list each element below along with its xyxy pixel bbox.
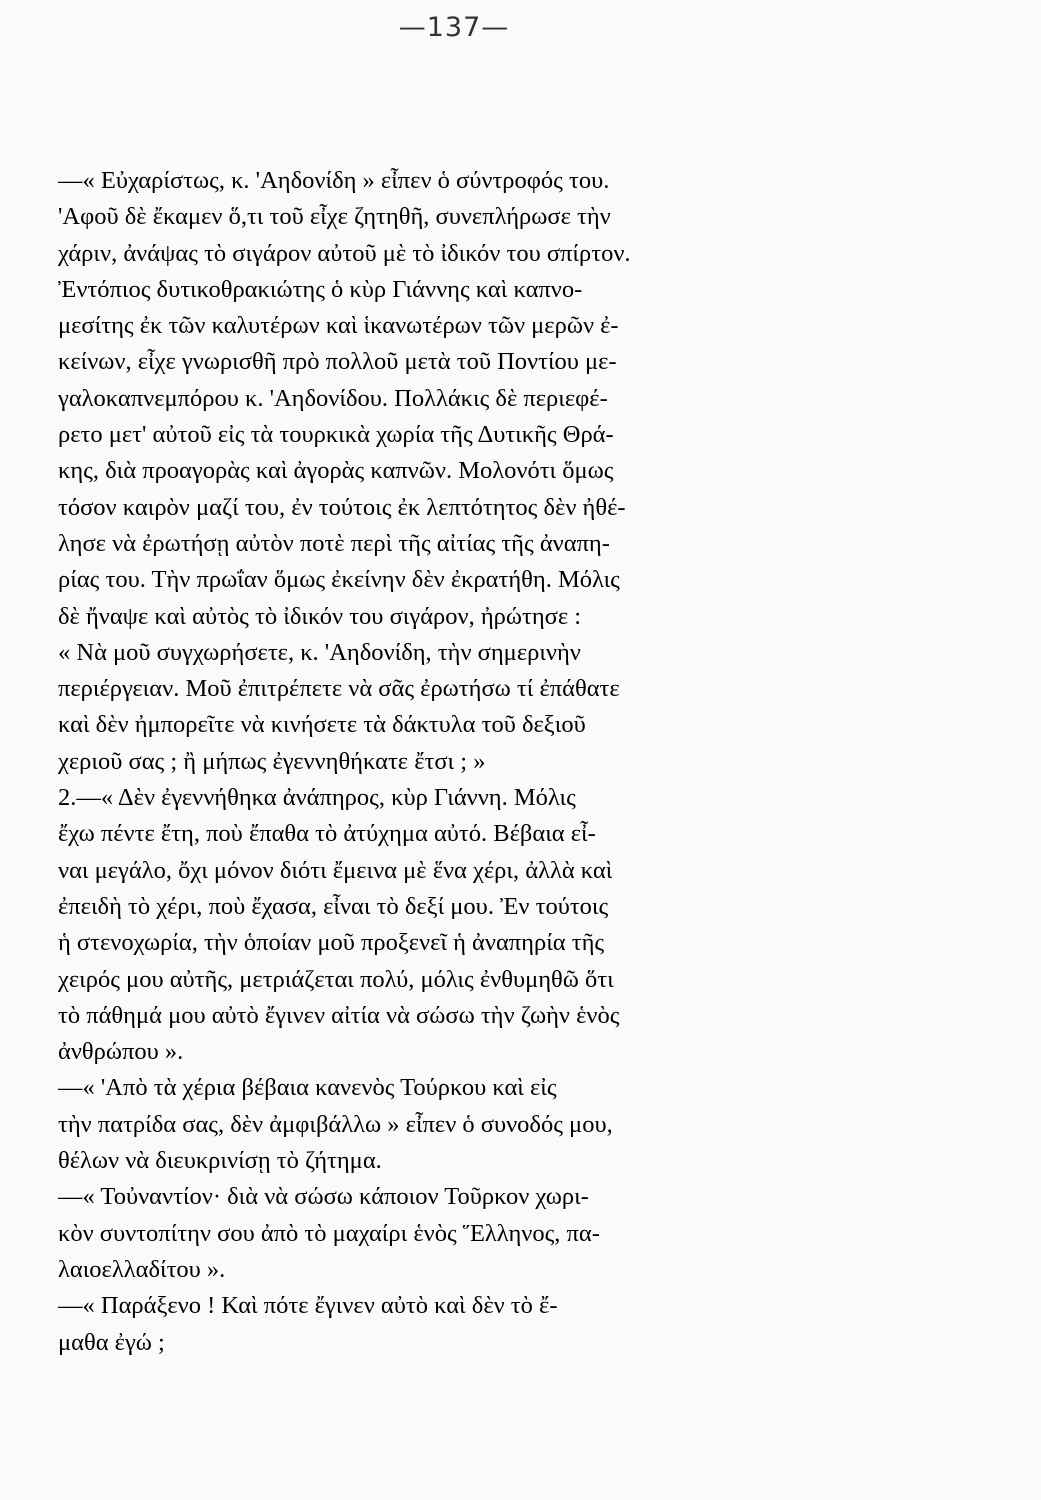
text-line: ρετο μετ' αὐτοῦ εἰς τὰ τουρκικὰ χωρία τῆς Δυτικῆς Θρά-	[58, 421, 614, 449]
text-line: —« Παράξενο ! Καὶ πότε ἔγινεν αὐτὸ καὶ δὲν τὸ ἔ-	[58, 1292, 558, 1320]
text-line: μαθα ἐγώ ;	[58, 1328, 165, 1356]
text-line: θέλων νὰ διευκρινίσῃ τὸ ζήτημα.	[58, 1147, 382, 1175]
text-line: « Νὰ μοῦ συγχωρήσετε, κ. 'Αηδονίδη, τὴν σημερινὴν	[58, 638, 581, 666]
text-line: —« Εὐχαρίστως, κ. 'Αηδονίδη » εἶπεν ὁ σύντροφός του.	[58, 167, 610, 194]
text-line: γαλοκαπνεμπόρου κ. 'Αηδονίδου. Πολλάκις δὲ περιεφέ-	[58, 384, 608, 412]
text-line: χάριν, ἀνάψας τὸ σιγάρον αὐτοῦ μὲ τὸ ἰδικόν του σπίρτον.	[58, 239, 631, 267]
text-line: ἡ στενοχωρία, τὴν ὁποίαν μοῦ προξενεῖ ἡ ἀναπηρία τῆς	[58, 929, 605, 957]
text-line: κὸν συντοπίτην σου ἀπὸ τὸ μαχαίρι ἑνὸς Ἕλληνος, πα-	[58, 1219, 600, 1247]
text-line: ναι μεγάλο, ὄχι μόνον διότι ἔμεινα μὲ ἕνα χέρι, ἀλλὰ καὶ	[58, 856, 613, 884]
text-line: χειρός μου αὐτῆς, μετριάζεται πολύ, μόλις ἐνθυμηθῶ ὅτι	[58, 965, 614, 993]
text-line: —« Τοὐναντίον· διὰ νὰ σώσω κάποιον Τοῦρκον χωρι-	[58, 1183, 589, 1211]
text-line: Ἐντόπιος δυτικοθρακιώτης ὁ κὺρ Γιάννης καὶ καπνο-	[58, 275, 583, 303]
text-line: 'Αφοῦ δὲ ἔκαμεν ὅ,τι τοῦ εἶχε ζητηθῆ, συνεπλήρωσε τὴν	[58, 203, 611, 231]
text-line: κης, διὰ προαγορὰς καὶ ἀγορὰς καπνῶν. Μολονότι ὅμως	[58, 457, 614, 485]
page-number: —137—	[398, 12, 510, 43]
text-body	[58, 163, 828, 1361]
text-line: δὲ ἤναψε καὶ αὐτὸς τὸ ἰδικόν του σιγάρον, ἠρώτησε :	[58, 602, 582, 630]
text-line: περιέργειαν. Μοῦ ἐπιτρέπετε νὰ σᾶς ἐρωτήσω τί ἐπάθατε	[58, 675, 620, 703]
text-line: ἀνθρώπου ».	[58, 1038, 184, 1066]
text-line: ἔχω πέντε ἔτη, ποὺ ἔπαθα τὸ ἀτύχημα αὐτό. Βέβαια εἶ-	[58, 820, 596, 848]
text-line: —« 'Απὸ τὰ χέρια βέβαια κανενὸς Τούρκου καὶ εἰς	[58, 1074, 557, 1102]
text-line: λαιοελλαδίτου ».	[58, 1255, 226, 1283]
text-line: λησε νὰ ἐρωτήσῃ αὐτὸν ποτὲ περὶ τῆς αἰτίας τῆς ἀναπη-	[58, 529, 610, 557]
text-line: χεριοῦ σας ; ἢ μήπως ἐγεννηθήκατε ἔτσι ; »	[58, 747, 486, 775]
text-line: ἐπειδὴ τὸ χέρι, ποὺ ἔχασα, εἶναι τὸ δεξί μου. Ἐν τούτοις	[58, 892, 609, 920]
text-line: μεσίτης ἐκ τῶν καλυτέρων καὶ ἱκανωτέρων τῶν μερῶν ἐ-	[58, 312, 619, 340]
text-line: τόσον καιρὸν μαζί του, ἐν τούτοις ἐκ λεπτότητος δὲν ἠθέ-	[58, 493, 626, 521]
text-line: τὸ πάθημά μου αὐτὸ ἔγινεν αἰτία νὰ σώσω τὴν ζωὴν ἑνὸς	[58, 1001, 620, 1029]
text-line: 2.—« Δὲν ἐγεννήθηκα ἀνάπηρος, κὺρ Γιάννη. Μόλις	[58, 784, 576, 812]
text-line: καὶ δὲν ἠμπορεῖτε νὰ κινήσετε τὰ δάκτυλα τοῦ δεξιοῦ	[58, 711, 586, 739]
text-line: ρίας του. Τὴν πρωΐαν ὅμως ἐκείνην δὲν ἐκρατήθη. Μόλις	[58, 566, 620, 594]
text-line: κείνων, εἶχε γνωρισθῆ πρὸ πολλοῦ μετὰ τοῦ Ποντίου με-	[58, 348, 617, 376]
text-line: τὴν πατρίδα σας, δὲν ἀμφιβάλλω » εἶπεν ὁ συνοδός μου,	[58, 1110, 613, 1138]
